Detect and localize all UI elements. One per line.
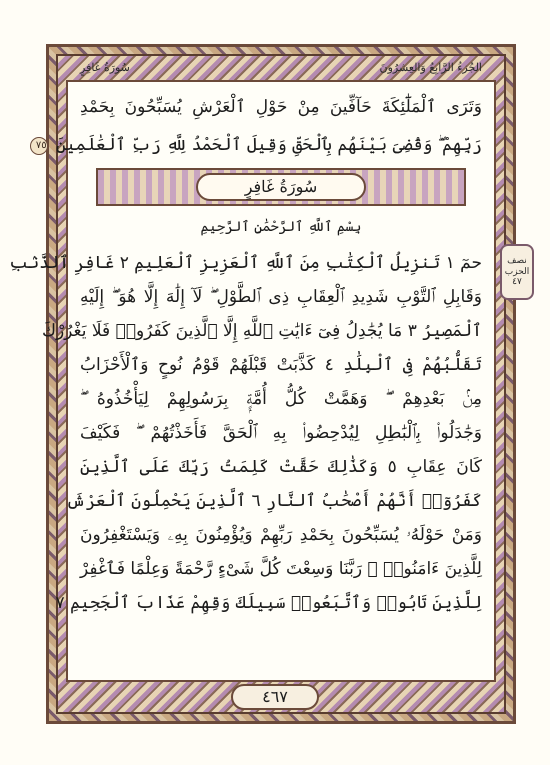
page-number: ٤٦٧: [231, 684, 319, 710]
verse-line: وَجَٰدَلُوا۟ بِٱلْبَٰطِلِ لِيُدْحِضُوا۟ بِهِ ٱلْحَقَّ فَأَخَذْتُهُمْ ۖ فَكَيْفَ: [80, 423, 482, 443]
surah-title: سُورَةُ غَافِرٍ: [196, 173, 366, 201]
hizb-marker-line3: ٤٧: [512, 277, 522, 288]
verse-line: كَفَرُوٓا۟ أَنَّهُمْ أَصْحَٰبُ ٱلنَّارِ ٦ ٱلَّذِينَ يَحْمِلُونَ ٱلْعَرْشَ: [65, 491, 482, 511]
verse-line: لِلَّذِينَ ءَامَنُوا۟ ۖ رَبَّنَا وَسِعْتَ كُلَّ شَىْءٍ رَّحْمَةً وَعِلْمًا فَٱغْفِرْ: [80, 559, 482, 579]
ayah-number: ٧٥: [30, 137, 48, 155]
basmala: بِسْمِ ٱللَّهِ ٱلرَّحْمَٰنِ ٱلرَّحِيمِ: [200, 219, 362, 235]
hizb-marker-line1: نصف: [507, 255, 527, 266]
verse-line: لِلَّذِينَ تَابُوا۟ وَٱتَّبَعُوا۟ سَبِيلَكَ وَقِهِمْ عَذَابَ ٱلْجَحِيمِ ٧: [55, 593, 482, 613]
page-header: [66, 56, 496, 78]
verse-line: ٱلْمَصِيرُ ٣ مَا يُجَٰدِلُ فِىٓ ءَايَٰتِ ٱللَّهِ إِلَّا ٱلَّذِينَ كَفَرُوا۟ فَلَا يَغْرُرْكَ: [41, 321, 482, 341]
verse-line: وَقَابِلِ ٱلتَّوْبِ شَدِيدِ ٱلْعِقَابِ ذِى ٱلطَّوْلِ ۖ لَآ إِلَٰهَ إِلَّا هُوَ ۖ إِلَيْهِ: [80, 287, 482, 307]
verse-line: [35, 128, 482, 162]
hizb-marker-line2: الحزب: [504, 266, 530, 277]
juz-label: الجُزءُ الرَّابِعُ وَالعِشرُونَ: [379, 60, 482, 74]
surah-label: سُورَةُ غَافِرٍ: [80, 60, 130, 74]
verse-line: كَانَ عِقَابِ ٥ وَكَذَٰلِكَ حَقَّتْ كَلِمَتُ رَبِّكَ عَلَى ٱلَّذِينَ: [80, 457, 482, 477]
hizb-marker: [500, 244, 534, 300]
verse-line: وَمَنْ حَوْلَهُۥ يُسَبِّحُونَ بِحَمْدِ رَبِّهِمْ وَيُؤْمِنُونَ بِهِۦ وَيَسْتَغْفِرُونَ: [80, 525, 482, 545]
verse-line: وَتَرَى ٱلْمَلَٰٓئِكَةَ حَآفِّينَ مِنْ حَوْلِ ٱلْعَرْشِ يُسَبِّحُونَ بِحَمْدِ: [80, 97, 482, 117]
verse-line: حمٓ ١ تَنزِيلُ ٱلْكِتَٰبِ مِنَ ٱللَّهِ ٱلْعَزِيزِ ٱلْعَلِيمِ ٢ غَافِرِ ٱلذَّنۢبِ: [9, 253, 482, 273]
verse-line: مِنۢ بَعْدِهِمْ ۖ وَهَمَّتْ كُلُّ أُمَّةٍۭ بِرَسُولِهِمْ لِيَأْخُذُوهُ ۖ: [80, 389, 482, 409]
verse-text: رَبِّهِمْ ۖ وَقُضِىَ بَيْنَهُم بِٱلْحَقِّ وَقِيلَ ٱلْحَمْدُ لِلَّهِ رَبِّ ٱلْعَٰلَمِينَ: [56, 135, 482, 155]
verse-line: تَقَلُّبُهُمْ فِى ٱلْبِلَٰدِ ٤ كَذَّبَتْ قَبْلَهُمْ قَوْمُ نُوحٍ وَٱلْأَحْزَابُ: [80, 355, 482, 375]
